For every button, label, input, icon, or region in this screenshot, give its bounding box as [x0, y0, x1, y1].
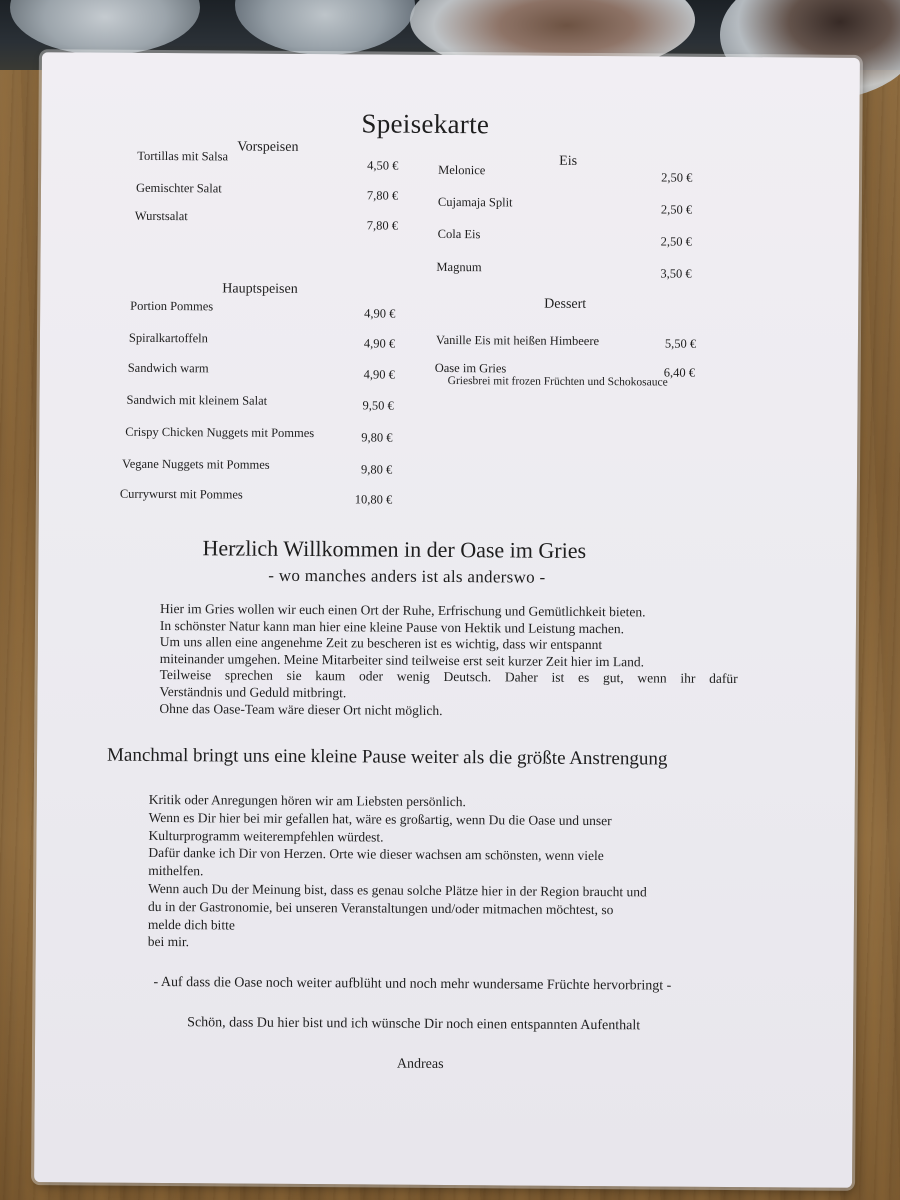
- menu-item-price: 4,90 €: [364, 306, 396, 321]
- menu-item-name: Crispy Chicken Nuggets mit Pommes: [125, 424, 315, 441]
- menu-item-price: 3,50 €: [660, 266, 692, 281]
- paragraph-line: Wenn es Dir hier bei mir gefallen hat, wäre es großartig, wenn Du die Oase und unser: [148, 809, 612, 828]
- paragraph-line: mithelfen.: [148, 863, 204, 879]
- menu-item-name: Spiralkartoffeln: [128, 330, 208, 346]
- paragraph-line: Teilweise sprechen sie kaum oder wenig Deutsch. Daher ist es gut, wenn ihr dafür: [159, 667, 738, 687]
- menu-item-price: 2,50 €: [660, 234, 692, 249]
- paragraph-line: Dafür danke ich Dir von Herzen. Orte wie dieser wachsen am schönsten, wenn viele: [148, 845, 604, 864]
- section-heading-vorspeisen: Vorspeisen: [237, 139, 299, 155]
- paragraph-line: Wenn auch Du der Meinung bist, dass es genau solche Plätze hier in der Region braucht und: [148, 880, 647, 900]
- closing-line: Schön, dass Du hier bist und ich wünsche Dir noch einen entspannten Aufenthalt: [187, 1015, 641, 1034]
- menu-item-name: Wurstsalat: [134, 208, 188, 224]
- paragraph-line: Kritik oder Anregungen hören wir am Liebsten persönlich.: [148, 791, 466, 810]
- welcome-paragraph: [159, 601, 750, 721]
- menu-item-price: 5,50 €: [664, 336, 697, 351]
- menu-item-name: Currywurst mit Pommes: [119, 486, 243, 502]
- menu-item-price: 2,50 €: [661, 170, 693, 185]
- menu-item-name: Gemischter Salat: [135, 180, 222, 196]
- menu-item-name: Sandwich warm: [127, 360, 209, 376]
- menu-item-price: 4,90 €: [363, 367, 396, 382]
- feedback-paragraph: [148, 791, 749, 955]
- menu-item-price: 7,80 €: [366, 218, 399, 233]
- paragraph-line: bei mir.: [147, 934, 190, 950]
- menu-title: Speisekarte: [361, 108, 490, 140]
- section-heading-hauptspeisen: Hauptspeisen: [222, 281, 298, 297]
- menu-item-price: 7,80 €: [366, 188, 399, 203]
- menu-item-name: Vegane Nuggets mit Pommes: [122, 456, 270, 472]
- glass-cup: [10, 0, 200, 55]
- paragraph-line: Ohne das Oase-Team wäre dieser Ort nicht möglich.: [159, 700, 443, 718]
- paragraph-line: Um uns allen eine angenehme Zeit zu bescheren ist es wichtig, dass wir entspannt: [159, 634, 603, 653]
- menu-item-name: Vanille Eis mit heißen Himbeere: [435, 332, 600, 349]
- menu-item-name: Sandwich mit kleinem Salat: [126, 392, 268, 408]
- glass-cup: [235, 0, 415, 55]
- paragraph-line: miteinander umgehen. Meine Mitarbeiter sind teilweise erst seit kurzer Zeit hier im Land.: [159, 650, 645, 670]
- closing-line: - Auf dass die Oase noch weiter aufblüht und noch mehr wundersame Früchte hervorbringt -: [153, 974, 672, 994]
- menu-item-price: 6,40 €: [663, 365, 696, 380]
- paragraph-line: Hier im Gries wollen wir euch einen Ort der Ruhe, Erfrischung und Gemütlichkeit bieten.: [160, 600, 646, 620]
- menu-item-price: 4,90 €: [363, 336, 396, 351]
- paragraph-line: melde dich bitte: [147, 916, 235, 933]
- menu-item-name: Melonice: [438, 162, 486, 178]
- paragraph-line: Verständnis und Geduld mitbringt.: [159, 683, 347, 701]
- menu-item-name: Tortillas mit Salsa: [137, 148, 229, 164]
- menu-item-name: Cola Eis: [437, 226, 481, 242]
- paragraph-line: In schönster Natur kann man hier eine kleine Pause von Hektik und Leistung machen.: [159, 617, 625, 636]
- menu-paper: [60, 62, 838, 1167]
- menu-item-description: Griesbrei mit frozen Früchten und Schokosauce: [447, 374, 668, 389]
- menu-item-name: Oase im Gries: [434, 360, 507, 376]
- welcome-subtitle: - wo manches anders ist als anderswo -: [268, 565, 546, 587]
- menu-item-price: 9,80 €: [361, 430, 393, 445]
- welcome-title: Herzlich Willkommen in der Oase im Gries: [202, 535, 587, 563]
- menu-item-price: 9,80 €: [361, 462, 393, 477]
- paragraph-line: du in der Gastronomie, bei unseren Veranstaltungen und/oder mitmachen möchtest, so: [147, 898, 614, 917]
- menu-item-name: Magnum: [436, 259, 482, 275]
- menu-item-name: Portion Pommes: [130, 298, 214, 314]
- section-heading-eis: Eis: [559, 153, 578, 169]
- menu-item-price: 2,50 €: [660, 202, 693, 217]
- menu-item-price: 10,80 €: [354, 492, 393, 507]
- laminated-menu-sheet: [34, 52, 860, 1188]
- motto-heading: Manchmal bringt uns eine kleine Pause weiter als die größte Anstrengung: [106, 744, 668, 770]
- menu-item-price: 9,50 €: [362, 398, 394, 413]
- section-heading-dessert: Dessert: [544, 296, 587, 312]
- menu-item-price: 4,50 €: [367, 158, 399, 173]
- paragraph-line: Kulturprogramm weiterempfehlen würdest.: [148, 827, 384, 845]
- menu-item-name: Cujamaja Split: [437, 194, 513, 210]
- signature: Andreas: [396, 1056, 444, 1072]
